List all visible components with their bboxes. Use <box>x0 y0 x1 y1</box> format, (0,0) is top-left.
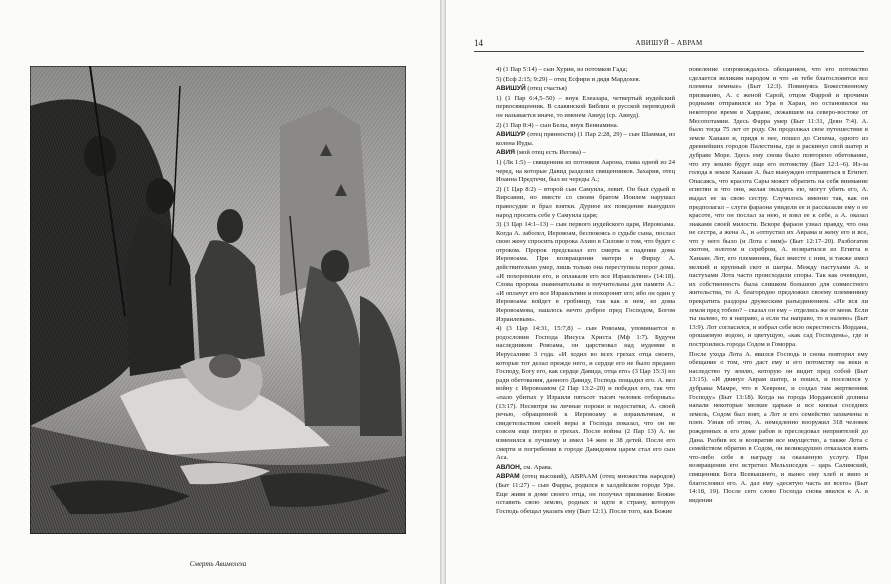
right-page <box>446 0 891 584</box>
entry-text: 2) (1 Цар 8:2) – второй сын Самуила, левит. Он был судьей в Вирсавии, но вместе со своим братом Иоилем нарушал правосудие и брал взятки. Дурное их поведение вынудило народ просить себе у Самуила царя; <box>496 185 675 219</box>
dictionary-entry <box>496 186 675 220</box>
entry-text: После ухода Лота А. явился Господь и снова повторил ему обещание о том, что даст ему и его потомству на веки в наследство ту землю, которую он видит пред собой (Быт 13:15). «И двинул Аврам шатер, и пошел, и поселился у дубравы Мамре, что в Хевроне, и создал там жертвенник Господу» (Быт 13:18). Когда на города Иорданской долины напали некоторые мелкие царьки и все князья соседних земель, Содом был взят, а Лот и его семейство захвачены в плен. Узнав об этом, А. немедленно вооружил 318 человек рожденных в его доме рабов и преследовал неприятелей до Дана. Разбив их и возвратив все имущество, а также Лота с семейством обратно в Содом, он великодушно отказался взять что-либо себе в награду за оказанную услугу. При возвращении его встретил Мельхиседек – царь Салимский, священник Бога Всевышнего, и вынес ему хлеб и вино и благословил его. А. дал ему «десятую часть из всего» (Быт 14:18, 19). После сего слово Господа снова явился к А. в видении <box>689 350 868 504</box>
entry-headword: АВЛОН, <box>496 463 522 471</box>
dictionary-entry <box>689 351 868 506</box>
dictionary-entry <box>496 149 675 158</box>
dictionary-entry <box>496 159 675 185</box>
entry-text: (отец прянности) (1 Пар 2:28, 29) – сын Шаммая, из колена Иуды. <box>496 131 675 147</box>
running-head-title: АВИШУЙ – АВРАМ <box>635 39 703 47</box>
entry-text: см. Арава. <box>523 463 553 471</box>
entry-text: (мой отец есть Иегова) – <box>516 149 586 157</box>
dictionary-entry <box>496 325 675 463</box>
dictionary-entry <box>496 76 675 85</box>
entry-headword: АВИШУР <box>496 131 526 139</box>
dictionary-entry <box>496 122 675 131</box>
entry-text: 3) (3 Цар 14:1–13) – сын первого иудейского царя, Иеровоама. Когда А. заболел, Иеровоам, беспокоясь о судьбе сына, послал свою жену спросить пророка Ахию в Силоме о том, что будет с отроком. Пророк предсказал его смерть и падение дома Иеровоама. При возвращении матери в Фирцу А. действительно умер, лишь только она переступила порог дома. «И похоронили его, и оплакали его все Израильтяне» (14:18). Слова пророка знаменательны и поучительны для памяти А.: «И оплачут его все Израильтяне и похоронят его; ибо он один у Иеровоама войдет в гробницу, так как в нем, из дома Иеровоамова, нашлось нечто доброе пред Господом, Богом Израилевым». <box>496 221 675 323</box>
entry-text: повеление сопровождалось обещанием, что его потомство сделается великим народом и что «в тебе благословятся все племена земные» (Быт 12:3). Повинуясь Божественному призванию, А. с женой Сарой, отцом Фаррой и прочими родными отправился из Ура в Харан, но остановился на некоторое время в Харране, лежавшем на северо-востоке от Месопотамии. Здесь Фарра умер (Быт 11:31, Деян 7:4). А. было тогда 75 лет от роду. Он продолжал свое путешествие в земле Ханаан и, придя в нее, пошел до Сихема, одного из древнейших городов Палестины, где и раскинул свой шатер и дубраве Море. Здесь ему снова было повторено обетование, что эту землю будут еще его потомству (Быт 12:1–6). Из-за голода в земле Ханаан А. был вынужден отправиться в Египет. Опасаясь, что красота Сары может обратить на себя внимание египтян и что они, желая овладеть ею, могут убить его, А. выдал ее за свою сестру. Случилось именно так, как он предполагал – слуги фараона увидели ее и рассказали ему о ее красоте, что он послал за нею, и взял ее к себе, а А. оказал знаками своей милости. Вскоре фараон узнал правду, что она не сестра, а жена А., и «отпустил их Аврама и жену его и все, что у него было (и Лота с ним)» (Быт 12:17–20). Разбогатев скотом, золотом и серебром, А. возвратился из Египта в Ханаан. Лот, его племянник, был вместе с ним, и также имел мелкий и крупный скот и шатры. Между пастухами А. и пастухами Лота часто происходили споры. Так как очевидно, их собственность была слишком большою для совместного жительства, то А. благородно предложил своему племяннику прекратить раздоры дружеским разъединением. «Не вся ли земля пред тобою? – сказал он ему – отделись же от меня. Если ты налево, то я направо, а если ты направо, то я налево» (Быт 13:9). Лот согласился, и избрал себе всю окрестность Иордана, орошаемую водою, и цветущую, «как сад Господень», где и построились города Содом и Гоморра. <box>689 66 868 348</box>
entry-text: 5) (Есф 2:15; 9:29) – отец Есфири и дядя Мардохея. <box>496 75 641 83</box>
entry-text: 2) (1 Пар 8:4) – сын Белы, внук Вениамина. <box>496 121 619 129</box>
running-head <box>474 38 864 50</box>
entry-text: (отец высокий), АВРААМ (отец множества народов) (Быт 11:27) – сын Фарры, родился в халдейском городе Уре. Еще живя в доме своего отца, он получил призвание Божие оставить свою землю, родных и идти в страну, которую Господь обещал указать ему (Быт 12:1). После того, как Божие <box>496 473 675 515</box>
dictionary-entry <box>496 85 675 94</box>
entry-text: 4) (1 Пар 5:14) – сын Хурии, из потомков Гада; <box>496 66 628 73</box>
entry-headword: АВИЯ <box>496 149 516 157</box>
entry-text: 1) (1 Пар 6:4,5–50) – внук Елеазара, четвертый иудейский первосвященник. В славянской Библии и русской переводной он называется иначе, то именем Авиуд (ср. Авиуд). <box>496 94 675 119</box>
dictionary-entry <box>496 464 675 473</box>
page-number: 14 <box>474 38 483 48</box>
entry-text: (отец счастья) <box>527 85 567 93</box>
entry-text: 4) (3 Цар 14:31, 15:7,8) – сын Ровоама, упоминается в родословии Господа Иисуса Христа (Мф 1:7). Будучи наследником Ровоама, он царствовал над иудеями в Иерусалиме 3 года. «И ходил во всех грехах отца своего, которые тот делал прежде него, и сердце его не было предано Господу, Богу его, как сердце Давида, отца его» (3 Цар 15:3) но ради обетования, данного Давиду, Господь пощадил его. А. вел войну с Иеровоамом (2 Пар 13:2–20) и победил его, так что «пало убитых у Израиля пятьсот тысяч человек отборных» (13:17). Несмотря на личные пороки и недостатки, А. своей речью, обращенной к Иеровоаму и израильтянам, и свидетельством своей веры в Господа показал, что он не совсем еще погряз в грехах. После войны (2 Пар 13) А. не изменился к лучшему и имел 14 жен и 38 детей. После его смерти и погребения в городе Давидовом царем стал его сын Аса. <box>496 325 675 462</box>
text-column-left <box>496 66 675 578</box>
entry-text: 1) (Лк 1:5) – священник из потомков Аарона, глава одной из 24 черед, на которые Давид разделил священников. Захария, отец Иоанна Предтечи, был из череды А.; <box>496 158 675 184</box>
dictionary-entry <box>496 473 675 516</box>
entry-headword: АВИШУЙ <box>496 85 526 93</box>
left-page <box>0 0 440 584</box>
text-column-right <box>689 66 868 578</box>
header-rule <box>474 51 864 52</box>
dictionary-entry <box>496 131 675 148</box>
engraving-illustration <box>30 66 406 534</box>
dictionary-entry <box>496 66 675 75</box>
illustration-caption: Смерть Авимелеха <box>189 560 247 568</box>
dictionary-entry <box>496 95 675 121</box>
entry-headword: АВРАМ <box>496 473 520 481</box>
dictionary-entry <box>689 66 868 350</box>
dictionary-entry <box>496 221 675 324</box>
